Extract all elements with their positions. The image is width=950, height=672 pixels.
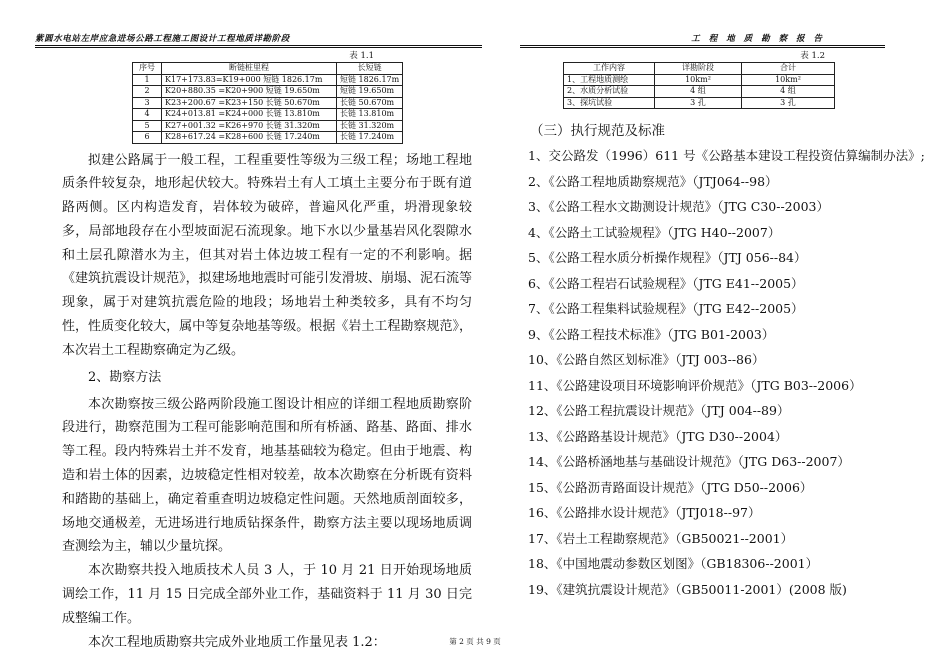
table-cell: 长链 13.810m	[337, 109, 403, 121]
table-cell: K28+617.24 =K28+600 长链 17.240m	[162, 132, 337, 144]
list-item: 9、《公路工程技术标准》（JTG B01-2003）	[528, 326, 775, 342]
list-item: 10、《公路自然区划标准》（JTJ 003--86）	[528, 352, 765, 367]
col-header-index: 序号	[133, 63, 162, 75]
table-cell: 6	[133, 132, 162, 144]
table-row	[133, 86, 403, 98]
paragraph-survey-schedule: 本次勘察共投入地质技术人员 3 人，于 10 月 21 日开始现场地质调绘工作，11 月 15 日完成全部外业工作，基础资料于 11 月 30 日完成整编工作。	[62, 563, 472, 626]
page-header	[0, 0, 950, 46]
col-header-stage: 详勘阶段	[655, 63, 742, 75]
table-cell: K24+013.81 =K24+000 长链 13.810m	[162, 109, 337, 121]
table-2-caption: 表 1.2	[800, 51, 825, 61]
table-cell: 5	[133, 120, 162, 132]
standards-list	[525, 143, 925, 602]
table-cell: 短链 1826.17m	[337, 74, 403, 86]
table-1-caption: 表 1.1	[349, 51, 374, 61]
table-row	[564, 97, 835, 109]
list-item: 12、《公路工程抗震设计规范》（JTJ 004--89）	[528, 403, 790, 418]
workload-table	[563, 62, 835, 109]
table-row	[133, 132, 403, 144]
list-item: 7、《公路工程集料试验规程》（JTG E42--2005）	[528, 301, 804, 316]
list-item: 11、《公路建设项目环境影响评价规范》（JTG B03--2006）	[528, 377, 862, 393]
table-cell: K20+880.35 =K20+900 短链 19.650m	[162, 86, 337, 98]
paragraph-project-grade: 拟建公路属于一般工程，工程重要性等级为三级工程；场地工程地质条件较复杂，地形起伏较大。特殊岩土有人工填土主要分布于既有道路两侧。区内构造发育，岩体较为破碎，普遍风化严重，坍滑现象较多，局部地段存在小型坡面泥石流现象。地下水以少量基岩风化裂隙水和土层孔隙潜水为主，但其对岩土体边坡工程有一定的不利影响。据《建筑抗震设计规范》，拟建场地地震时可能引发滑坡、崩塌、泥石流等现象，属于对建筑抗震危险的地段；场地岩土种类较多，具有不均匀性，性质变化较大，属中等复杂地基等级。根据《岩土工程勘察规范》，本次岩土工程勘察确定为乙级。	[62, 152, 472, 358]
table-cell: 4 组	[655, 86, 742, 98]
col-header-work: 工作内容	[564, 63, 655, 75]
list-item: 19、《建筑抗震设计规范》（GB50011-2001）(2008 版)	[528, 581, 847, 597]
table-cell: K17+173.83=K19+000 短链 1826.17m	[162, 74, 337, 86]
table-cell: 4	[133, 109, 162, 121]
table-cell: 10km²	[742, 74, 835, 86]
chain-break-table	[132, 62, 403, 144]
table-cell: 1	[133, 74, 162, 86]
table-cell: 1、工程地质测绘	[564, 74, 655, 86]
list-item: 16、《公路排水设计规范》（JTJ018--97）	[528, 505, 761, 520]
list-item: 1、交公路发（1996）611 号《公路基本建设工程投资估算编制办法》;	[528, 148, 925, 163]
table-cell: 长链 17.240m	[337, 132, 403, 144]
page-number: 第 2 页 共 9 页	[449, 637, 501, 646]
left-column	[62, 50, 472, 654]
header-report-title: 工 程 地 质 勘 察 报 告	[691, 34, 825, 44]
paragraph-workload-intro: 本次工程地质勘察共完成外业地质工作量见表 1.2：	[88, 634, 386, 650]
table-cell: 3 孔	[655, 97, 742, 109]
col-header-mileage: 断链桩里程	[162, 63, 337, 75]
table-cell: 3	[133, 97, 162, 109]
section-title-standards: （三）执行规范及标准	[530, 123, 665, 139]
table-cell: 3、探坑试验	[564, 97, 655, 109]
list-item: 13、《公路路基设计规范》（JTG D30--2004）	[528, 428, 788, 444]
table-cell: 10km²	[655, 74, 742, 86]
list-item: 6、《公路工程岩石试验规程》（JTG E41--2005）	[528, 275, 804, 291]
table-cell: 长链 50.670m	[337, 97, 403, 109]
table-cell: K27+001.32 =K26+970 长链 31.320m	[162, 120, 337, 132]
table-cell: 2、水质分析试验	[564, 86, 655, 98]
right-column	[525, 50, 925, 602]
table-row	[133, 97, 403, 109]
table-cell: 长链 31.320m	[337, 120, 403, 132]
list-item: 18、《中国地震动参数区划图》（GB18306--2001）	[528, 556, 819, 571]
table-cell: 短链 19.650m	[337, 86, 403, 98]
table-header-row	[564, 63, 835, 75]
table-row	[133, 74, 403, 86]
header-project-title: 紫圆水电站左岸应急进场公路工程施工图设计工程地质详勘阶段	[35, 34, 290, 44]
table-row	[133, 109, 403, 121]
table-row	[564, 74, 835, 86]
subheading-survey-method: 2、勘察方法	[88, 369, 162, 385]
table-cell: 3 孔	[742, 97, 835, 109]
header-rule-right	[520, 45, 885, 48]
table-cell: 4 组	[742, 86, 835, 98]
list-item: 3、《公路工程水文勘测设计规范》（JTG C30--2003）	[528, 199, 829, 214]
col-header-chain: 长短链	[337, 63, 403, 75]
list-item: 2、《公路工程地质勘察规范》（JTJ064--98）	[528, 173, 778, 189]
header-rule-left	[35, 45, 482, 48]
list-item: 15、《公路沥青路面设计规范》（JTG D50--2006）	[528, 479, 813, 495]
list-item: 5、《公路工程水质分析操作规程》（JTJ 056--84）	[528, 250, 807, 265]
list-item: 17、《岩土工程勘察规范》（GB50021--2001）	[528, 530, 794, 546]
table-header-row	[133, 63, 403, 75]
col-header-total: 合计	[742, 63, 835, 75]
table-cell: K23+200.67 =K23+150 长链 50.670m	[162, 97, 337, 109]
table-row	[564, 86, 835, 98]
table-cell: 2	[133, 86, 162, 98]
list-item: 4、《公路土工试验规程》（JTG H40--2007）	[528, 224, 781, 240]
paragraph-survey-method: 本次勘察按三级公路两阶段施工图设计相应的详细工程地质勘察阶段进行，勘察范围为工程可能影响范围和所有桥涵、路基、路面、排水等工程。段内特殊岩土并不发育，地基基础较为稳定。但由于地震、构造和岩土体的因素，边坡稳定性相对较差，故本次勘察在分析既有资料和踏勘的基础上，确定着重查明边坡稳定性问题。天然地质剖面较多，场地交通极差，无进场进行地质钻探条件，勘察方法主要以现场地质调查测绘为主，辅以少量坑探。	[62, 396, 472, 555]
list-item: 14、《公路桥涵地基与基础设计规范》（JTG D63--2007）	[528, 454, 850, 469]
table-row	[133, 120, 403, 132]
